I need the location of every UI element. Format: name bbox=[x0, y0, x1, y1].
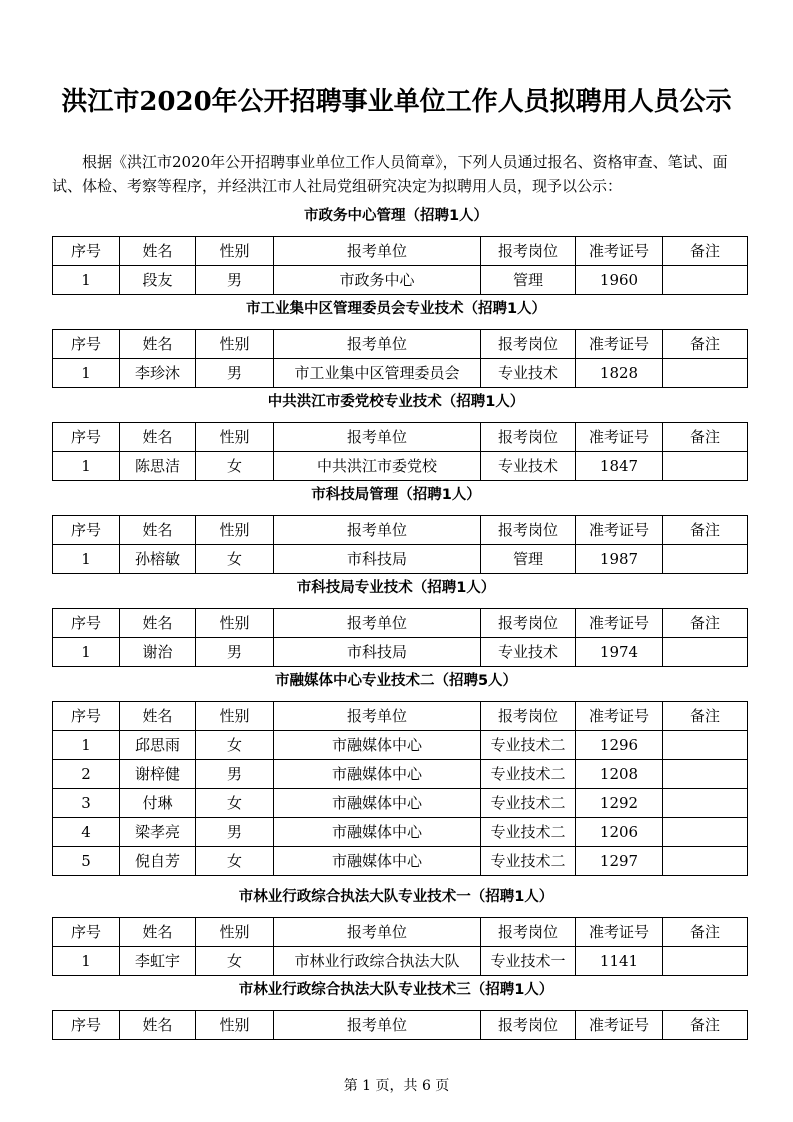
section-title: 市科技局专业技术（招聘1人） bbox=[296, 580, 496, 596]
table-cell: 专业技术二 bbox=[481, 847, 576, 876]
header-cell: 报考岗位 bbox=[481, 918, 576, 947]
table-cell: 倪自芳 bbox=[120, 847, 196, 876]
header-cell: 报考单位 bbox=[274, 423, 481, 452]
header-cell: 姓名 bbox=[120, 423, 196, 452]
table-cell: 邱思雨 bbox=[120, 731, 196, 760]
table-cell: 1 bbox=[53, 947, 120, 976]
table-header-row bbox=[53, 330, 748, 359]
section-table bbox=[52, 608, 748, 667]
table-cell: 1974 bbox=[576, 638, 663, 667]
header-cell: 准考证号 bbox=[576, 423, 663, 452]
table-row bbox=[53, 789, 748, 818]
table-cell bbox=[663, 452, 748, 481]
header-cell: 备注 bbox=[663, 423, 748, 452]
table-cell: 4 bbox=[53, 818, 120, 847]
table-cell: 女 bbox=[196, 545, 274, 574]
table-header-row bbox=[53, 237, 748, 266]
header-cell: 姓名 bbox=[120, 918, 196, 947]
table-cell: 男 bbox=[196, 818, 274, 847]
table-cell: 专业技术二 bbox=[481, 789, 576, 818]
section-title: 市工业集中区管理委员会专业技术（招聘1人） bbox=[245, 301, 547, 317]
header-cell: 备注 bbox=[663, 918, 748, 947]
header-cell: 性别 bbox=[196, 237, 274, 266]
table-header-row bbox=[53, 423, 748, 452]
table-row bbox=[53, 452, 748, 481]
header-cell: 报考岗位 bbox=[481, 702, 576, 731]
table-cell: 专业技术一 bbox=[481, 947, 576, 976]
header-cell: 准考证号 bbox=[576, 609, 663, 638]
table-cell: 谢治 bbox=[120, 638, 196, 667]
header-cell: 性别 bbox=[196, 330, 274, 359]
table-cell: 市融媒体中心 bbox=[274, 847, 481, 876]
document-title: 洪江市2020年公开招聘事业单位工作人员拟聘用人员公示 bbox=[61, 87, 732, 117]
table-cell: 女 bbox=[196, 947, 274, 976]
table-cell: 专业技术二 bbox=[481, 731, 576, 760]
table-cell: 谢梓健 bbox=[120, 760, 196, 789]
table-row bbox=[53, 266, 748, 295]
table-cell: 1141 bbox=[576, 947, 663, 976]
section-title: 市科技局管理（招聘1人） bbox=[311, 487, 481, 503]
table-cell: 孙榕敏 bbox=[120, 545, 196, 574]
section-table bbox=[52, 1010, 748, 1040]
header-cell: 性别 bbox=[196, 702, 274, 731]
header-cell: 姓名 bbox=[120, 1011, 196, 1040]
table-cell: 专业技术二 bbox=[481, 760, 576, 789]
table-cell: 1292 bbox=[576, 789, 663, 818]
table-cell: 市工业集中区管理委员会 bbox=[274, 359, 481, 388]
table-row bbox=[53, 947, 748, 976]
table-header-row bbox=[53, 609, 748, 638]
header-cell: 准考证号 bbox=[576, 1011, 663, 1040]
table-cell: 1987 bbox=[576, 545, 663, 574]
table-cell: 李珍沐 bbox=[120, 359, 196, 388]
table-row bbox=[53, 545, 748, 574]
header-cell: 报考单位 bbox=[274, 237, 481, 266]
table-cell: 1206 bbox=[576, 818, 663, 847]
header-cell: 序号 bbox=[53, 918, 120, 947]
section-title: 市林业行政综合执法大队专业技术三（招聘1人） bbox=[238, 982, 554, 998]
table-cell: 1 bbox=[53, 731, 120, 760]
table-cell: 男 bbox=[196, 638, 274, 667]
table-cell: 1 bbox=[53, 266, 120, 295]
section-title: 市融媒体中心专业技术二（招聘5人） bbox=[274, 673, 518, 689]
table-cell bbox=[663, 847, 748, 876]
table-cell: 专业技术 bbox=[481, 359, 576, 388]
header-cell: 性别 bbox=[196, 918, 274, 947]
header-cell: 序号 bbox=[53, 330, 120, 359]
table-cell: 男 bbox=[196, 760, 274, 789]
header-cell: 序号 bbox=[53, 516, 120, 545]
table-cell: 1 bbox=[53, 359, 120, 388]
table-cell: 管理 bbox=[481, 266, 576, 295]
table-cell bbox=[663, 545, 748, 574]
table-cell: 1297 bbox=[576, 847, 663, 876]
header-cell: 姓名 bbox=[120, 330, 196, 359]
table-cell: 市融媒体中心 bbox=[274, 789, 481, 818]
table-cell: 市科技局 bbox=[274, 638, 481, 667]
table-cell: 1 bbox=[53, 452, 120, 481]
header-cell: 报考单位 bbox=[274, 330, 481, 359]
header-cell: 姓名 bbox=[120, 702, 196, 731]
table-cell bbox=[663, 947, 748, 976]
header-cell: 准考证号 bbox=[576, 330, 663, 359]
header-cell: 序号 bbox=[53, 609, 120, 638]
table-cell: 专业技术 bbox=[481, 452, 576, 481]
table-header-row bbox=[53, 702, 748, 731]
table-cell: 专业技术 bbox=[481, 638, 576, 667]
table-cell: 女 bbox=[196, 789, 274, 818]
header-cell: 备注 bbox=[663, 516, 748, 545]
header-cell: 报考岗位 bbox=[481, 330, 576, 359]
header-cell: 性别 bbox=[196, 609, 274, 638]
header-cell: 报考单位 bbox=[274, 516, 481, 545]
header-cell: 报考单位 bbox=[274, 1011, 481, 1040]
header-cell: 序号 bbox=[53, 237, 120, 266]
table-header-row bbox=[53, 918, 748, 947]
section-table bbox=[52, 917, 748, 976]
header-cell: 报考单位 bbox=[274, 609, 481, 638]
table-cell bbox=[663, 638, 748, 667]
header-cell: 报考单位 bbox=[274, 702, 481, 731]
section-table bbox=[52, 422, 748, 481]
header-cell: 序号 bbox=[53, 702, 120, 731]
table-cell: 3 bbox=[53, 789, 120, 818]
table-cell: 女 bbox=[196, 731, 274, 760]
table-cell: 市政务中心 bbox=[274, 266, 481, 295]
table-cell: 1960 bbox=[576, 266, 663, 295]
section-table bbox=[52, 515, 748, 574]
header-cell: 报考岗位 bbox=[481, 237, 576, 266]
header-cell: 姓名 bbox=[120, 237, 196, 266]
table-cell: 男 bbox=[196, 266, 274, 295]
header-cell: 报考单位 bbox=[274, 918, 481, 947]
section-table bbox=[52, 236, 748, 295]
header-cell: 准考证号 bbox=[576, 516, 663, 545]
header-cell: 姓名 bbox=[120, 609, 196, 638]
header-cell: 准考证号 bbox=[576, 918, 663, 947]
table-cell: 1208 bbox=[576, 760, 663, 789]
table-cell: 市科技局 bbox=[274, 545, 481, 574]
header-cell: 备注 bbox=[663, 237, 748, 266]
table-cell: 专业技术二 bbox=[481, 818, 576, 847]
table-cell: 管理 bbox=[481, 545, 576, 574]
table-cell: 段友 bbox=[120, 266, 196, 295]
table-cell: 1 bbox=[53, 545, 120, 574]
table-cell: 市融媒体中心 bbox=[274, 731, 481, 760]
table-cell: 陈思洁 bbox=[120, 452, 196, 481]
header-cell: 备注 bbox=[663, 702, 748, 731]
table-cell: 1 bbox=[53, 638, 120, 667]
table-cell: 男 bbox=[196, 359, 274, 388]
header-cell: 序号 bbox=[53, 1011, 120, 1040]
table-row bbox=[53, 818, 748, 847]
header-cell: 序号 bbox=[53, 423, 120, 452]
table-cell: 5 bbox=[53, 847, 120, 876]
intro-paragraph: 根据《洪江市2020年公开招聘事业单位工作人员简章》，下列人员通过报名、资格审查、笔试、面试、体检、考察等程序，并经洪江市人社局党组研究决定为拟聘用人员，现予以公示： bbox=[52, 153, 728, 195]
header-cell: 姓名 bbox=[120, 516, 196, 545]
table-cell: 市融媒体中心 bbox=[274, 760, 481, 789]
table-cell: 2 bbox=[53, 760, 120, 789]
header-cell: 准考证号 bbox=[576, 702, 663, 731]
table-cell: 女 bbox=[196, 847, 274, 876]
table-cell: 1847 bbox=[576, 452, 663, 481]
table-cell bbox=[663, 731, 748, 760]
header-cell: 报考岗位 bbox=[481, 423, 576, 452]
section-title: 市政务中心管理（招聘1人） bbox=[303, 208, 489, 224]
table-cell: 中共洪江市委党校 bbox=[274, 452, 481, 481]
section-table bbox=[52, 701, 748, 876]
header-cell: 性别 bbox=[196, 1011, 274, 1040]
section-table bbox=[52, 329, 748, 388]
table-header-row bbox=[53, 1011, 748, 1040]
table-cell: 市林业行政综合执法大队 bbox=[274, 947, 481, 976]
section-title: 中共洪江市委党校专业技术（招聘1人） bbox=[267, 394, 525, 410]
table-cell: 市融媒体中心 bbox=[274, 818, 481, 847]
section-title: 市林业行政综合执法大队专业技术一（招聘1人） bbox=[238, 889, 554, 905]
header-cell: 报考岗位 bbox=[481, 516, 576, 545]
header-cell: 性别 bbox=[196, 423, 274, 452]
table-cell: 付琳 bbox=[120, 789, 196, 818]
header-cell: 备注 bbox=[663, 330, 748, 359]
table-cell: 李虹宇 bbox=[120, 947, 196, 976]
table-cell bbox=[663, 760, 748, 789]
table-header-row bbox=[53, 516, 748, 545]
table-cell: 1828 bbox=[576, 359, 663, 388]
table-row bbox=[53, 359, 748, 388]
table-cell: 女 bbox=[196, 452, 274, 481]
page-footer: 第 1 页，共 6 页 bbox=[343, 1078, 450, 1094]
table-row bbox=[53, 731, 748, 760]
header-cell: 备注 bbox=[663, 609, 748, 638]
table-row bbox=[53, 638, 748, 667]
header-cell: 报考岗位 bbox=[481, 609, 576, 638]
table-row bbox=[53, 760, 748, 789]
table-cell bbox=[663, 359, 748, 388]
table-row bbox=[53, 847, 748, 876]
header-cell: 备注 bbox=[663, 1011, 748, 1040]
header-cell: 准考证号 bbox=[576, 237, 663, 266]
table-cell: 1296 bbox=[576, 731, 663, 760]
header-cell: 性别 bbox=[196, 516, 274, 545]
table-cell bbox=[663, 818, 748, 847]
table-cell bbox=[663, 266, 748, 295]
header-cell: 报考岗位 bbox=[481, 1011, 576, 1040]
table-cell: 梁孝亮 bbox=[120, 818, 196, 847]
table-cell bbox=[663, 789, 748, 818]
